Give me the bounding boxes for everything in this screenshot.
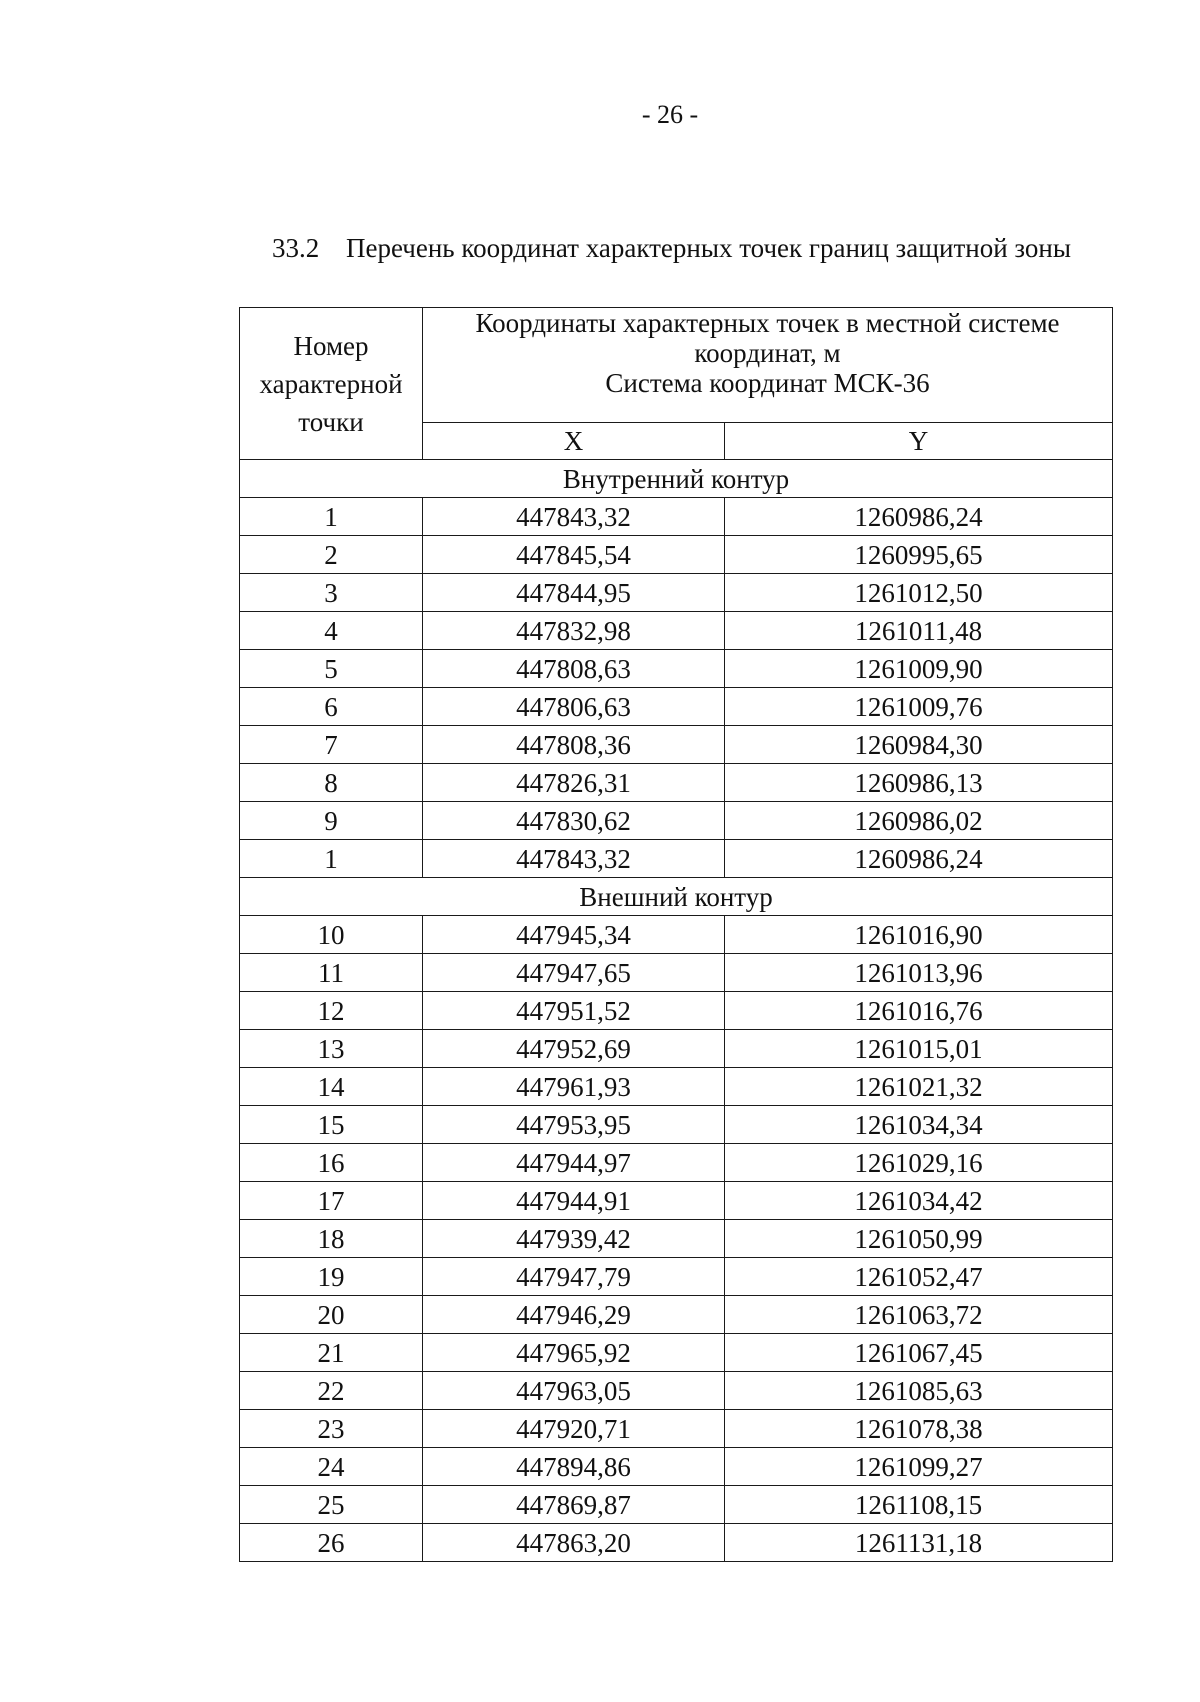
section-title-text: Перечень координат характерных точек границ защитной зоны: [346, 233, 1071, 263]
cell-x: 447944,97: [423, 1144, 725, 1182]
table-row: [240, 1524, 1113, 1562]
table-row: [240, 802, 1113, 840]
header-coordinates: [423, 308, 1113, 423]
cell-point-number: 4: [240, 612, 423, 650]
table-row: [240, 916, 1113, 954]
cell-point-number: 21: [240, 1334, 423, 1372]
cell-point-number: 24: [240, 1448, 423, 1486]
cell-x: 447843,32: [423, 840, 725, 878]
cell-y: 1261021,32: [725, 1068, 1113, 1106]
table-row: [240, 1182, 1113, 1220]
cell-point-number: 19: [240, 1258, 423, 1296]
cell-y: 1260995,65: [725, 536, 1113, 574]
table-row: [240, 650, 1113, 688]
cell-y: 1261034,34: [725, 1106, 1113, 1144]
cell-point-number: 3: [240, 574, 423, 612]
cell-point-number: 8: [240, 764, 423, 802]
cell-y: 1261009,76: [725, 688, 1113, 726]
cell-x: 447945,34: [423, 916, 725, 954]
cell-x: 447845,54: [423, 536, 725, 574]
cell-point-number: 22: [240, 1372, 423, 1410]
cell-y: 1261063,72: [725, 1296, 1113, 1334]
cell-y: 1261131,18: [725, 1524, 1113, 1562]
cell-x: 447947,65: [423, 954, 725, 992]
cell-y: 1261034,42: [725, 1182, 1113, 1220]
header-point-number-text: Номер характерной точки: [259, 330, 403, 437]
cell-x: 447844,95: [423, 574, 725, 612]
cell-x: 447946,29: [423, 1296, 725, 1334]
table-row: [240, 1410, 1113, 1448]
table-row: [240, 574, 1113, 612]
cell-y: 1261009,90: [725, 650, 1113, 688]
table-row: [240, 688, 1113, 726]
section-number: 33.2: [272, 233, 320, 263]
cell-point-number: 12: [240, 992, 423, 1030]
table-row: [240, 1258, 1113, 1296]
header-point-number: [240, 308, 423, 460]
header-coordinates-line3: Система координат МСК-36: [605, 368, 930, 398]
cell-y: 1261067,45: [725, 1334, 1113, 1372]
table-row: [240, 1030, 1113, 1068]
cell-y: 1261050,99: [725, 1220, 1113, 1258]
table-row: [240, 992, 1113, 1030]
table-row: [240, 1372, 1113, 1410]
cell-y: 1261085,63: [725, 1372, 1113, 1410]
table-row: [240, 1448, 1113, 1486]
cell-point-number: 7: [240, 726, 423, 764]
table-body: [240, 308, 1113, 1562]
section-title: [272, 233, 1071, 264]
cell-x: 447947,79: [423, 1258, 725, 1296]
table-row: [240, 1144, 1113, 1182]
cell-y: 1261078,38: [725, 1410, 1113, 1448]
cell-x: 447963,05: [423, 1372, 725, 1410]
header-coordinates-line1: Координаты характерных точек в местной системе: [475, 308, 1060, 338]
cell-x: 447920,71: [423, 1410, 725, 1448]
cell-x: 447939,42: [423, 1220, 725, 1258]
cell-point-number: 1: [240, 840, 423, 878]
table-row: [240, 726, 1113, 764]
cell-x: 447952,69: [423, 1030, 725, 1068]
cell-point-number: 6: [240, 688, 423, 726]
cell-point-number: 17: [240, 1182, 423, 1220]
cell-x: 447863,20: [423, 1524, 725, 1562]
cell-x: 447894,86: [423, 1448, 725, 1486]
cell-y: 1261013,96: [725, 954, 1113, 992]
cell-point-number: 1: [240, 498, 423, 536]
cell-y: 1261016,76: [725, 992, 1113, 1030]
cell-y: 1260984,30: [725, 726, 1113, 764]
cell-x: 447869,87: [423, 1486, 725, 1524]
cell-point-number: 15: [240, 1106, 423, 1144]
cell-x: 447953,95: [423, 1106, 725, 1144]
cell-y: 1261015,01: [725, 1030, 1113, 1068]
table-row: [240, 536, 1113, 574]
cell-x: 447826,31: [423, 764, 725, 802]
cell-point-number: 9: [240, 802, 423, 840]
cell-y: 1260986,13: [725, 764, 1113, 802]
cell-x: 447830,62: [423, 802, 725, 840]
group-header-row: [240, 460, 1113, 498]
group-title: Внешний контур: [240, 878, 1113, 916]
cell-point-number: 25: [240, 1486, 423, 1524]
group-header-row: [240, 878, 1113, 916]
table-row: [240, 1106, 1113, 1144]
cell-y: 1261016,90: [725, 916, 1113, 954]
page-number: - 26 -: [641, 100, 699, 129]
header-y: Y: [725, 423, 1113, 460]
header-x: X: [423, 423, 725, 460]
group-title: Внутренний контур: [240, 460, 1113, 498]
cell-y: 1261011,48: [725, 612, 1113, 650]
table-row: [240, 1220, 1113, 1258]
cell-point-number: 2: [240, 536, 423, 574]
cell-y: 1260986,24: [725, 840, 1113, 878]
cell-x: 447951,52: [423, 992, 725, 1030]
cell-y: 1260986,02: [725, 802, 1113, 840]
cell-point-number: 23: [240, 1410, 423, 1448]
table-header-row: [240, 308, 1113, 423]
cell-x: 447832,98: [423, 612, 725, 650]
table-row: [240, 1486, 1113, 1524]
table-row: [240, 1296, 1113, 1334]
cell-point-number: 14: [240, 1068, 423, 1106]
cell-point-number: 16: [240, 1144, 423, 1182]
table-row: [240, 612, 1113, 650]
cell-x: 447806,63: [423, 688, 725, 726]
cell-x: 447808,63: [423, 650, 725, 688]
cell-y: 1261099,27: [725, 1448, 1113, 1486]
table-row: [240, 1068, 1113, 1106]
header-coordinates-line2: координат, м: [694, 338, 841, 368]
cell-point-number: 13: [240, 1030, 423, 1068]
coordinates-table: [239, 307, 1113, 1562]
cell-point-number: 26: [240, 1524, 423, 1562]
table-row: [240, 840, 1113, 878]
cell-y: 1261012,50: [725, 574, 1113, 612]
cell-x: 447961,93: [423, 1068, 725, 1106]
cell-point-number: 10: [240, 916, 423, 954]
cell-point-number: 5: [240, 650, 423, 688]
cell-y: 1260986,24: [725, 498, 1113, 536]
cell-x: 447843,32: [423, 498, 725, 536]
table-row: [240, 498, 1113, 536]
cell-x: 447944,91: [423, 1182, 725, 1220]
cell-x: 447808,36: [423, 726, 725, 764]
cell-point-number: 11: [240, 954, 423, 992]
cell-point-number: 18: [240, 1220, 423, 1258]
table-row: [240, 1334, 1113, 1372]
cell-y: 1261052,47: [725, 1258, 1113, 1296]
table-row: [240, 954, 1113, 992]
cell-y: 1261108,15: [725, 1486, 1113, 1524]
table-row: [240, 764, 1113, 802]
cell-point-number: 20: [240, 1296, 423, 1334]
cell-x: 447965,92: [423, 1334, 725, 1372]
cell-y: 1261029,16: [725, 1144, 1113, 1182]
